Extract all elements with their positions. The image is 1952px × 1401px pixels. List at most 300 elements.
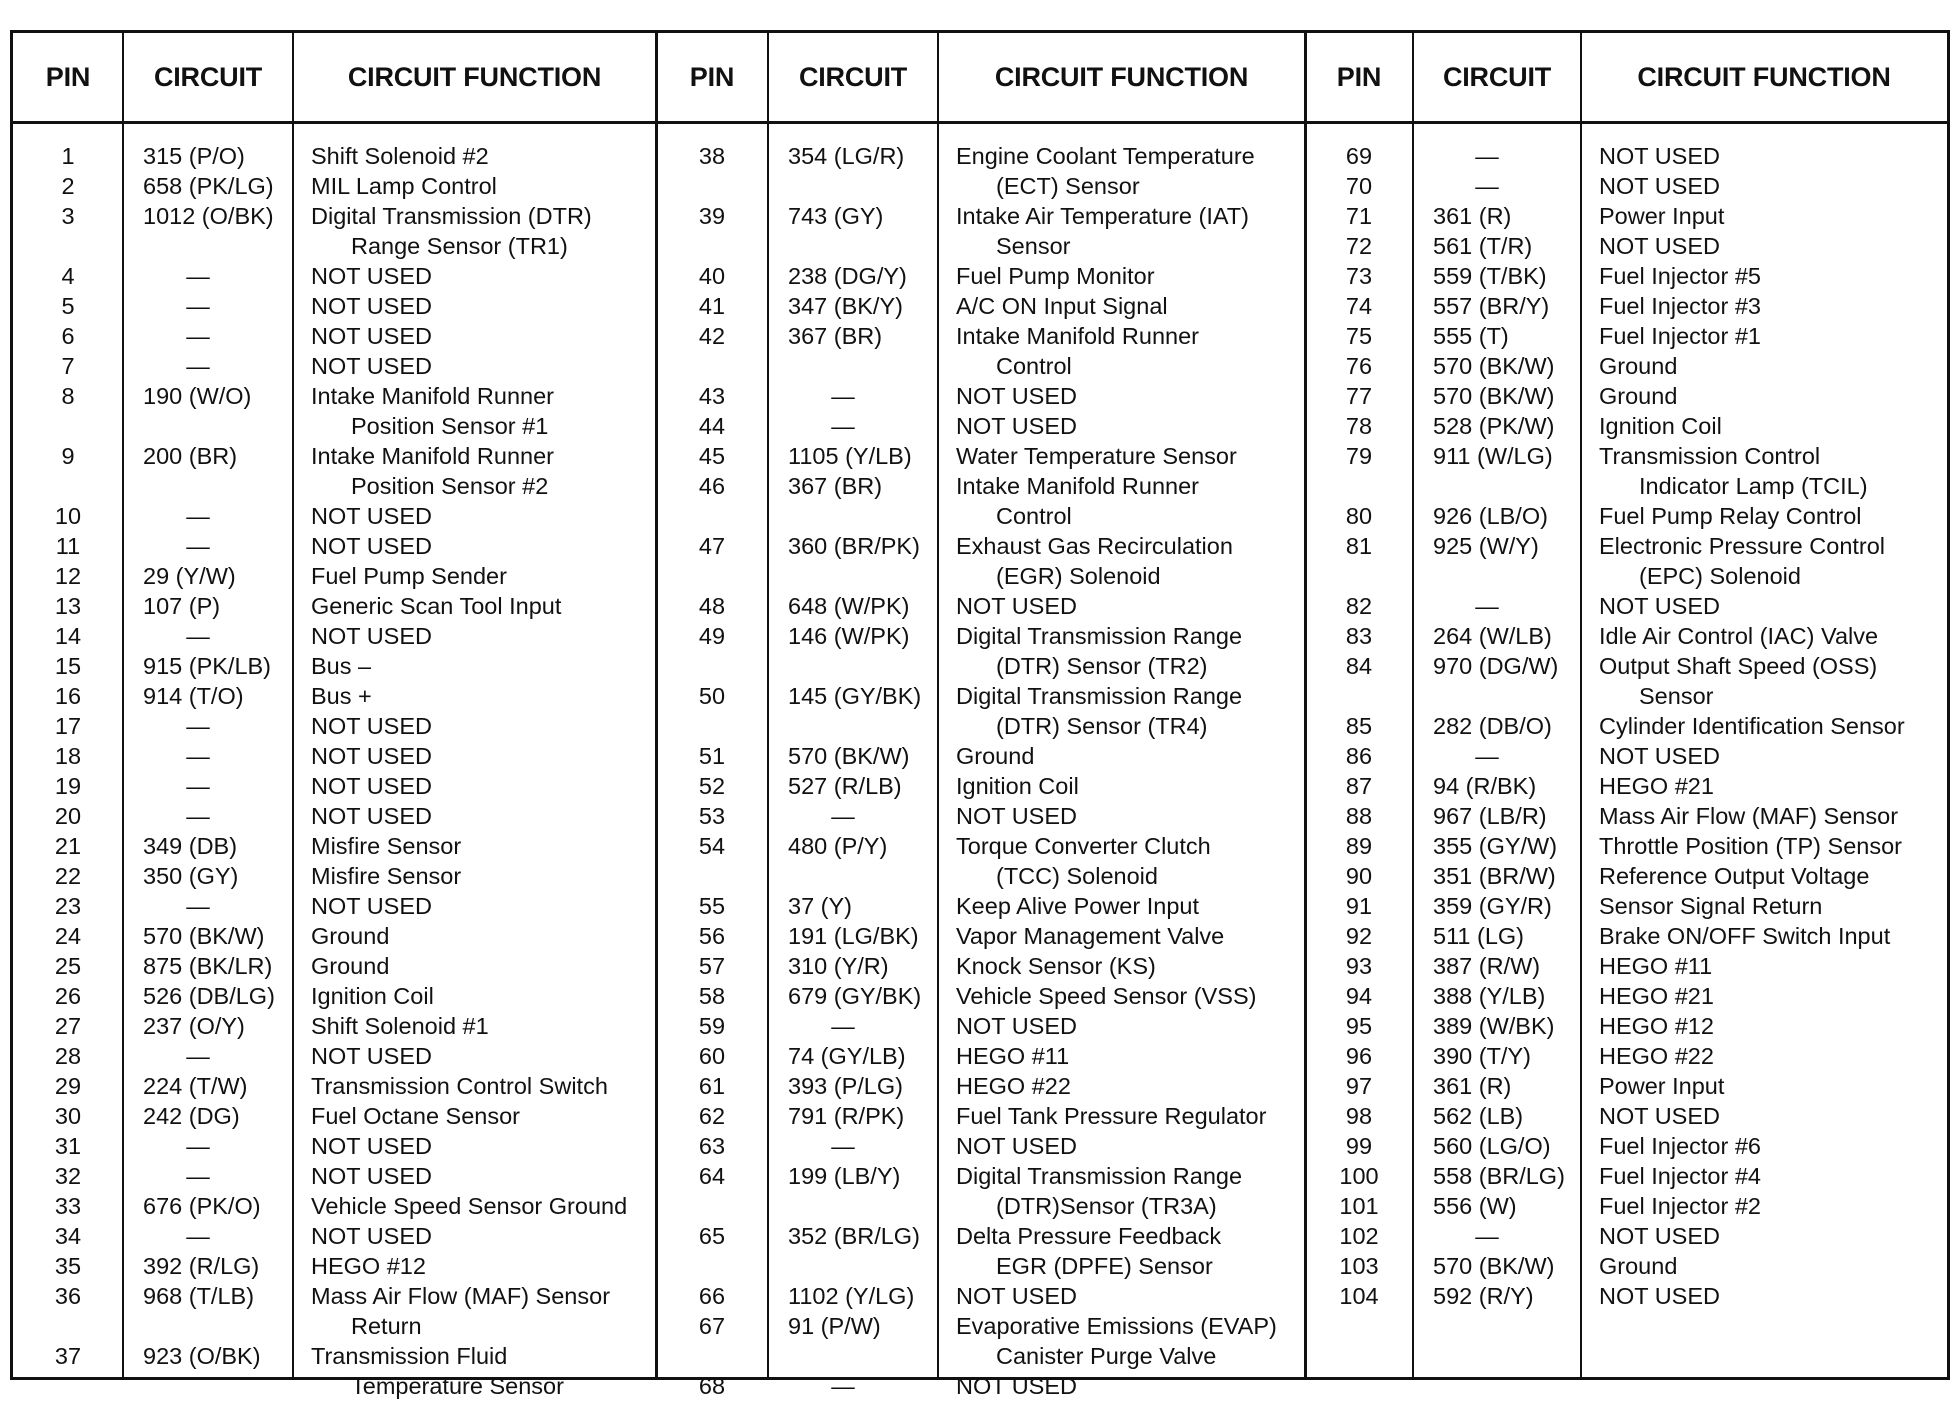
circuit-function: Control — [996, 503, 1072, 529]
pin-number: 99 — [1345, 1133, 1373, 1159]
circuit-code: — — [831, 1133, 855, 1159]
pin-number: 89 — [1345, 833, 1373, 859]
pin-number: 94 — [1345, 983, 1373, 1009]
circuit-function: NOT USED — [311, 293, 432, 319]
circuit-code: 570 (BK/W) — [1433, 383, 1555, 409]
pin-number: 75 — [1345, 323, 1373, 349]
circuit-function: NOT USED — [311, 503, 432, 529]
circuit-function: HEGO #11 — [956, 1043, 1070, 1069]
header-circuit: CIRCUIT — [798, 61, 908, 92]
circuit-code: — — [186, 1043, 210, 1069]
pin-number: 53 — [698, 803, 726, 829]
circuit-code: — — [831, 803, 855, 829]
header-circuit: CIRCUIT — [1442, 61, 1552, 92]
circuit-function: Fuel Pump Relay Control — [1599, 503, 1862, 529]
circuit-code: 967 (LB/R) — [1433, 803, 1547, 829]
circuit-function: NOT USED — [311, 1163, 432, 1189]
circuit-code: 511 (LG) — [1433, 923, 1524, 949]
circuit-function: Indicator Lamp (TCIL) — [1639, 473, 1868, 499]
circuit-code: 352 (BR/LG) — [788, 1223, 920, 1249]
circuit-function: Fuel Pump Sender — [311, 563, 507, 589]
circuit-function: Ignition Coil — [1599, 413, 1722, 439]
pin-number: 64 — [698, 1163, 726, 1189]
circuit-function: Water Temperature Sensor — [956, 443, 1237, 469]
circuit-code: 367 (BR) — [788, 473, 883, 499]
pin-number: 68 — [698, 1373, 726, 1399]
pin-number: 4 — [61, 263, 75, 289]
circuit-code: 968 (T/LB) — [143, 1283, 255, 1309]
circuit-code: 560 (LG/O) — [1433, 1133, 1551, 1159]
circuit-code: 91 (P/W) — [788, 1313, 881, 1339]
pin-number: 47 — [698, 533, 726, 559]
circuit-code: — — [186, 353, 210, 379]
pin-number: 36 — [54, 1283, 82, 1309]
circuit-code: 237 (O/Y) — [143, 1013, 245, 1039]
pin-number: 84 — [1345, 653, 1373, 679]
circuit-function: Misfire Sensor — [311, 863, 462, 889]
pin-number: 45 — [698, 443, 726, 469]
circuit-function: Bus + — [311, 683, 372, 709]
circuit-function: Knock Sensor (KS) — [956, 953, 1156, 979]
pin-number: 61 — [698, 1073, 726, 1099]
circuit-code: 238 (DG/Y) — [788, 263, 907, 289]
circuit-function: Mass Air Flow (MAF) Sensor — [311, 1283, 611, 1309]
circuit-code: 570 (BK/W) — [1433, 353, 1555, 379]
circuit-function: Shift Solenoid #1 — [311, 1013, 489, 1039]
pin-number: 30 — [54, 1103, 82, 1129]
circuit-code: 191 (LG/BK) — [788, 923, 919, 949]
circuit-code: 570 (BK/W) — [788, 743, 910, 769]
pin-number: 40 — [698, 263, 726, 289]
circuit-function: Temperature Sensor — [351, 1373, 564, 1399]
circuit-function: NOT USED — [311, 353, 432, 379]
circuit-code: 592 (R/Y) — [1433, 1283, 1534, 1309]
circuit-function: A/C ON Input Signal — [956, 293, 1168, 319]
pin-number: 62 — [698, 1103, 726, 1129]
circuit-function: Digital Transmission (DTR) — [311, 203, 592, 229]
circuit-function: (DTR) Sensor (TR2) — [996, 653, 1208, 679]
circuit-code: — — [186, 803, 210, 829]
pin-number: 104 — [1339, 1283, 1379, 1309]
circuit-code: — — [186, 743, 210, 769]
circuit-code: 350 (GY) — [143, 863, 239, 889]
circuit-code: 875 (BK/LR) — [143, 953, 273, 979]
pin-number: 3 — [61, 203, 75, 229]
circuit-function: Sensor — [996, 233, 1071, 259]
circuit-function: Fuel Octane Sensor — [311, 1103, 520, 1129]
pin-number: 72 — [1345, 233, 1373, 259]
circuit-code: 791 (R/PK) — [788, 1103, 905, 1129]
circuit-code: 359 (GY/R) — [1433, 893, 1552, 919]
pin-number: 66 — [698, 1283, 726, 1309]
pin-number: 83 — [1345, 623, 1373, 649]
circuit-code: 74 (GY/LB) — [788, 1043, 906, 1069]
pin-number: 21 — [54, 833, 82, 859]
circuit-function: Ignition Coil — [956, 773, 1079, 799]
circuit-function: Fuel Injector #5 — [1599, 263, 1761, 289]
circuit-code: — — [186, 1223, 210, 1249]
circuit-function: NOT USED — [311, 893, 432, 919]
pin-number: 18 — [54, 743, 82, 769]
circuit-function: NOT USED — [956, 1133, 1077, 1159]
circuit-code: — — [186, 533, 210, 559]
pin-number: 42 — [698, 323, 726, 349]
circuit-function: NOT USED — [1599, 1283, 1720, 1309]
circuit-function: Mass Air Flow (MAF) Sensor — [1599, 803, 1899, 829]
circuit-code: 388 (Y/LB) — [1433, 983, 1546, 1009]
circuit-function: Idle Air Control (IAC) Valve — [1599, 623, 1879, 649]
pin-number: 17 — [54, 713, 82, 739]
header-divider — [13, 121, 1947, 124]
pin-number: 34 — [54, 1223, 82, 1249]
circuit-code: 37 (Y) — [788, 893, 852, 919]
pin-number: 56 — [698, 923, 726, 949]
circuit-code: 561 (T/R) — [1433, 233, 1533, 259]
circuit-function: Evaporative Emissions (EVAP) — [956, 1313, 1277, 1339]
circuit-code: 480 (P/Y) — [788, 833, 888, 859]
pin-number: 73 — [1345, 263, 1373, 289]
pin-number: 12 — [54, 563, 82, 589]
pin-number: 71 — [1345, 203, 1373, 229]
circuit-code: 570 (BK/W) — [1433, 1253, 1555, 1279]
circuit-function: Fuel Pump Monitor — [956, 263, 1155, 289]
circuit-function: HEGO #22 — [1599, 1043, 1714, 1069]
circuit-function: NOT USED — [311, 773, 432, 799]
circuit-function: Shift Solenoid #2 — [311, 143, 489, 169]
column-divider — [1580, 33, 1582, 1377]
circuit-code: — — [1475, 743, 1499, 769]
circuit-code: 393 (P/LG) — [788, 1073, 903, 1099]
pin-number: 16 — [54, 683, 82, 709]
circuit-code: 556 (W) — [1433, 1193, 1517, 1219]
circuit-function: Output Shaft Speed (OSS) — [1599, 653, 1878, 679]
circuit-code: 1105 (Y/LB) — [788, 443, 912, 469]
circuit-function: Transmission Fluid — [311, 1343, 508, 1369]
header-function: CIRCUIT FUNCTION — [994, 61, 1249, 92]
circuit-function: NOT USED — [1599, 233, 1720, 259]
circuit-code: 200 (BR) — [143, 443, 238, 469]
pin-number: 1 — [61, 143, 75, 169]
pin-number: 49 — [698, 623, 726, 649]
pin-number: 13 — [54, 593, 82, 619]
circuit-code: — — [831, 383, 855, 409]
circuit-code: 911 (W/LG) — [1433, 443, 1553, 469]
circuit-code: — — [186, 1163, 210, 1189]
circuit-function: (DTR) Sensor (TR4) — [996, 713, 1208, 739]
circuit-function: Canister Purge Valve — [996, 1343, 1217, 1369]
circuit-code: 526 (DB/LG) — [143, 983, 275, 1009]
circuit-function: Fuel Injector #1 — [1599, 323, 1761, 349]
circuit-function: HEGO #21 — [1599, 983, 1714, 1009]
circuit-function: NOT USED — [311, 713, 432, 739]
circuit-code: 970 (DG/W) — [1433, 653, 1559, 679]
pin-number: 92 — [1345, 923, 1373, 949]
circuit-function: Intake Manifold Runner — [311, 383, 554, 409]
circuit-function: NOT USED — [1599, 173, 1720, 199]
circuit-function: Intake Manifold Runner — [311, 443, 554, 469]
circuit-code: — — [186, 263, 210, 289]
pin-number: 54 — [698, 833, 726, 859]
circuit-code: — — [186, 773, 210, 799]
circuit-function: Keep Alive Power Input — [956, 893, 1199, 919]
circuit-code: — — [831, 1013, 855, 1039]
circuit-function: Power Input — [1599, 203, 1725, 229]
circuit-function: Fuel Injector #2 — [1599, 1193, 1761, 1219]
circuit-code: 387 (R/W) — [1433, 953, 1541, 979]
circuit-function: Vehicle Speed Sensor (VSS) — [956, 983, 1257, 1009]
circuit-function: NOT USED — [311, 1043, 432, 1069]
pin-number: 28 — [54, 1043, 82, 1069]
circuit-function: HEGO #12 — [1599, 1013, 1714, 1039]
circuit-code: 347 (BK/Y) — [788, 293, 903, 319]
pin-number: 63 — [698, 1133, 726, 1159]
pin-number: 6 — [61, 323, 75, 349]
circuit-code: 315 (P/O) — [143, 143, 245, 169]
pin-number: 52 — [698, 773, 726, 799]
circuit-code: 743 (GY) — [788, 203, 884, 229]
circuit-code: — — [186, 503, 210, 529]
circuit-code: — — [186, 623, 210, 649]
pin-number: 44 — [698, 413, 726, 439]
pin-number: 98 — [1345, 1103, 1373, 1129]
pin-number: 58 — [698, 983, 726, 1009]
pin-number: 91 — [1345, 893, 1373, 919]
circuit-function: NOT USED — [311, 1133, 432, 1159]
circuit-code: 190 (W/O) — [143, 383, 252, 409]
circuit-code: 559 (T/BK) — [1433, 263, 1547, 289]
pin-number: 88 — [1345, 803, 1373, 829]
pin-number: 38 — [698, 143, 726, 169]
pin-number: 82 — [1345, 593, 1373, 619]
circuit-function: MIL Lamp Control — [311, 173, 497, 199]
circuit-code: 351 (BR/W) — [1433, 863, 1556, 889]
circuit-function: Exhaust Gas Recirculation — [956, 533, 1233, 559]
circuit-code: 926 (LB/O) — [1433, 503, 1548, 529]
pin-number: 43 — [698, 383, 726, 409]
circuit-function: Ground — [1599, 383, 1678, 409]
circuit-function: NOT USED — [956, 803, 1077, 829]
circuit-function: Control — [996, 353, 1072, 379]
circuit-function: NOT USED — [311, 1223, 432, 1249]
circuit-code: 923 (O/BK) — [143, 1343, 261, 1369]
column-divider — [937, 33, 939, 1377]
circuit-function: (EPC) Solenoid — [1639, 563, 1801, 589]
circuit-code: 224 (T/W) — [143, 1073, 248, 1099]
pin-number: 50 — [698, 683, 726, 709]
circuit-code: 264 (W/LB) — [1433, 623, 1552, 649]
circuit-function: Position Sensor #2 — [351, 473, 549, 499]
circuit-function: NOT USED — [956, 1373, 1077, 1399]
pin-number: 74 — [1345, 293, 1373, 319]
pin-number: 79 — [1345, 443, 1373, 469]
circuit-code: — — [831, 413, 855, 439]
pin-number: 8 — [61, 383, 75, 409]
circuit-code: 392 (R/LG) — [143, 1253, 260, 1279]
circuit-function: Intake Manifold Runner — [956, 473, 1199, 499]
circuit-code: — — [186, 323, 210, 349]
pin-number: 100 — [1339, 1163, 1379, 1189]
circuit-function: Digital Transmission Range — [956, 1163, 1243, 1189]
circuit-function: Fuel Injector #3 — [1599, 293, 1761, 319]
pin-number: 85 — [1345, 713, 1373, 739]
pin-number: 23 — [54, 893, 82, 919]
circuit-code: 361 (R) — [1433, 1073, 1512, 1099]
circuit-function: Bus – — [311, 653, 372, 679]
pin-number: 20 — [54, 803, 82, 829]
circuit-function: NOT USED — [1599, 593, 1720, 619]
circuit-code: 367 (BR) — [788, 323, 883, 349]
pin-number: 2 — [61, 173, 75, 199]
circuit-code: 242 (DG) — [143, 1103, 240, 1129]
circuit-function: HEGO #11 — [1599, 953, 1713, 979]
pin-number: 78 — [1345, 413, 1373, 439]
pin-number: 10 — [54, 503, 82, 529]
pin-number: 101 — [1339, 1193, 1379, 1219]
pin-number: 87 — [1345, 773, 1373, 799]
pin-number: 22 — [54, 863, 82, 889]
circuit-function: Delta Pressure Feedback — [956, 1223, 1222, 1249]
circuit-function: Return — [351, 1313, 422, 1339]
circuit-code: — — [186, 713, 210, 739]
circuit-code: — — [1475, 173, 1499, 199]
circuit-function: Brake ON/OFF Switch Input — [1599, 923, 1891, 949]
circuit-function: (ECT) Sensor — [996, 173, 1140, 199]
circuit-function: Vapor Management Valve — [956, 923, 1225, 949]
pin-number: 33 — [54, 1193, 82, 1219]
circuit-function: Intake Air Temperature (IAT) — [956, 203, 1249, 229]
pin-number: 41 — [698, 293, 726, 319]
circuit-function: (EGR) Solenoid — [996, 563, 1161, 589]
circuit-function: Ground — [311, 923, 390, 949]
pin-number: 86 — [1345, 743, 1373, 769]
circuit-code: 925 (W/Y) — [1433, 533, 1539, 559]
circuit-function: NOT USED — [956, 1013, 1077, 1039]
circuit-function: Position Sensor #1 — [351, 413, 549, 439]
circuit-function: NOT USED — [1599, 1103, 1720, 1129]
pin-number: 26 — [54, 983, 82, 1009]
circuit-function: Intake Manifold Runner — [956, 323, 1199, 349]
circuit-function: Engine Coolant Temperature — [956, 143, 1255, 169]
circuit-code: 528 (PK/W) — [1433, 413, 1555, 439]
circuit-function: NOT USED — [956, 1283, 1077, 1309]
pin-number: 80 — [1345, 503, 1373, 529]
circuit-code: 145 (GY/BK) — [788, 683, 922, 709]
header-circuit: CIRCUIT — [153, 61, 263, 92]
circuit-function: NOT USED — [311, 623, 432, 649]
circuit-code: 29 (Y/W) — [143, 563, 236, 589]
circuit-code: 562 (LB) — [1433, 1103, 1524, 1129]
pin-number: 77 — [1345, 383, 1373, 409]
circuit-function: NOT USED — [311, 263, 432, 289]
circuit-function: Ground — [1599, 1253, 1678, 1279]
circuit-function: NOT USED — [311, 533, 432, 559]
circuit-code: 679 (GY/BK) — [788, 983, 922, 1009]
circuit-function: Generic Scan Tool Input — [311, 593, 562, 619]
pin-number: 14 — [54, 623, 82, 649]
circuit-function: Ground — [311, 953, 390, 979]
pin-number: 55 — [698, 893, 726, 919]
circuit-code: 557 (BR/Y) — [1433, 293, 1550, 319]
pin-number: 51 — [698, 743, 726, 769]
pin-number: 46 — [698, 473, 726, 499]
pin-number: 65 — [698, 1223, 726, 1249]
circuit-function: NOT USED — [1599, 743, 1720, 769]
header-pin: PIN — [689, 61, 735, 92]
circuit-function: Ground — [956, 743, 1035, 769]
header-function: CIRCUIT FUNCTION — [347, 61, 602, 92]
circuit-code: 915 (PK/LB) — [143, 653, 272, 679]
circuit-code: 355 (GY/W) — [1433, 833, 1558, 859]
circuit-code: 94 (R/BK) — [1433, 773, 1537, 799]
circuit-code: 676 (PK/O) — [143, 1193, 261, 1219]
circuit-function: (TCC) Solenoid — [996, 863, 1158, 889]
circuit-code: — — [1475, 593, 1499, 619]
circuit-function: NOT USED — [1599, 1223, 1720, 1249]
circuit-code: 107 (P) — [143, 593, 221, 619]
circuit-code: 527 (R/LB) — [788, 773, 902, 799]
circuit-code: 1102 (Y/LG) — [788, 1283, 915, 1309]
pin-number: 81 — [1345, 533, 1373, 559]
pin-number: 27 — [54, 1013, 82, 1039]
circuit-code: — — [831, 1373, 855, 1399]
circuit-code: 199 (LB/Y) — [788, 1163, 901, 1189]
pin-number: 15 — [54, 653, 82, 679]
pin-number: 32 — [54, 1163, 82, 1189]
pin-number: 7 — [61, 353, 75, 379]
circuit-code: 282 (DB/O) — [1433, 713, 1552, 739]
circuit-code: 914 (T/O) — [143, 683, 244, 709]
pin-number: 39 — [698, 203, 726, 229]
circuit-function: Electronic Pressure Control — [1599, 533, 1886, 559]
pin-number: 93 — [1345, 953, 1373, 979]
pin-table — [10, 30, 1950, 1399]
circuit-function: NOT USED — [1599, 143, 1720, 169]
pin-number: 9 — [61, 443, 75, 469]
pin-number: 11 — [55, 533, 81, 559]
circuit-code: — — [1475, 1223, 1499, 1249]
pin-number: 103 — [1339, 1253, 1379, 1279]
circuit-code: 349 (DB) — [143, 833, 238, 859]
pin-number: 5 — [61, 293, 75, 319]
pin-number: 29 — [54, 1073, 82, 1099]
circuit-function: Cylinder Identification Sensor — [1599, 713, 1905, 739]
circuit-code: 570 (BK/W) — [143, 923, 265, 949]
circuit-function: HEGO #12 — [311, 1253, 426, 1279]
pin-number: 59 — [698, 1013, 726, 1039]
header-pin: PIN — [45, 61, 91, 92]
header-pin: PIN — [1336, 61, 1382, 92]
circuit-function: Ignition Coil — [311, 983, 434, 1009]
pin-number: 31 — [54, 1133, 82, 1159]
pin-number: 48 — [698, 593, 726, 619]
circuit-code: 354 (LG/R) — [788, 143, 905, 169]
circuit-function: NOT USED — [956, 383, 1077, 409]
circuit-function: Digital Transmission Range — [956, 683, 1243, 709]
pin-number: 76 — [1345, 353, 1373, 379]
circuit-function: NOT USED — [311, 803, 432, 829]
pin-number: 37 — [54, 1343, 82, 1369]
circuit-function: Digital Transmission Range — [956, 623, 1243, 649]
circuit-function: Range Sensor (TR1) — [351, 233, 568, 259]
circuit-function: NOT USED — [311, 323, 432, 349]
pin-number: 60 — [698, 1043, 726, 1069]
circuit-function: NOT USED — [956, 413, 1077, 439]
pin-number: 57 — [698, 953, 726, 979]
circuit-code: 390 (T/Y) — [1433, 1043, 1531, 1069]
circuit-code: 555 (T) — [1433, 323, 1509, 349]
column-divider — [292, 33, 294, 1377]
circuit-function: HEGO #22 — [956, 1073, 1071, 1099]
